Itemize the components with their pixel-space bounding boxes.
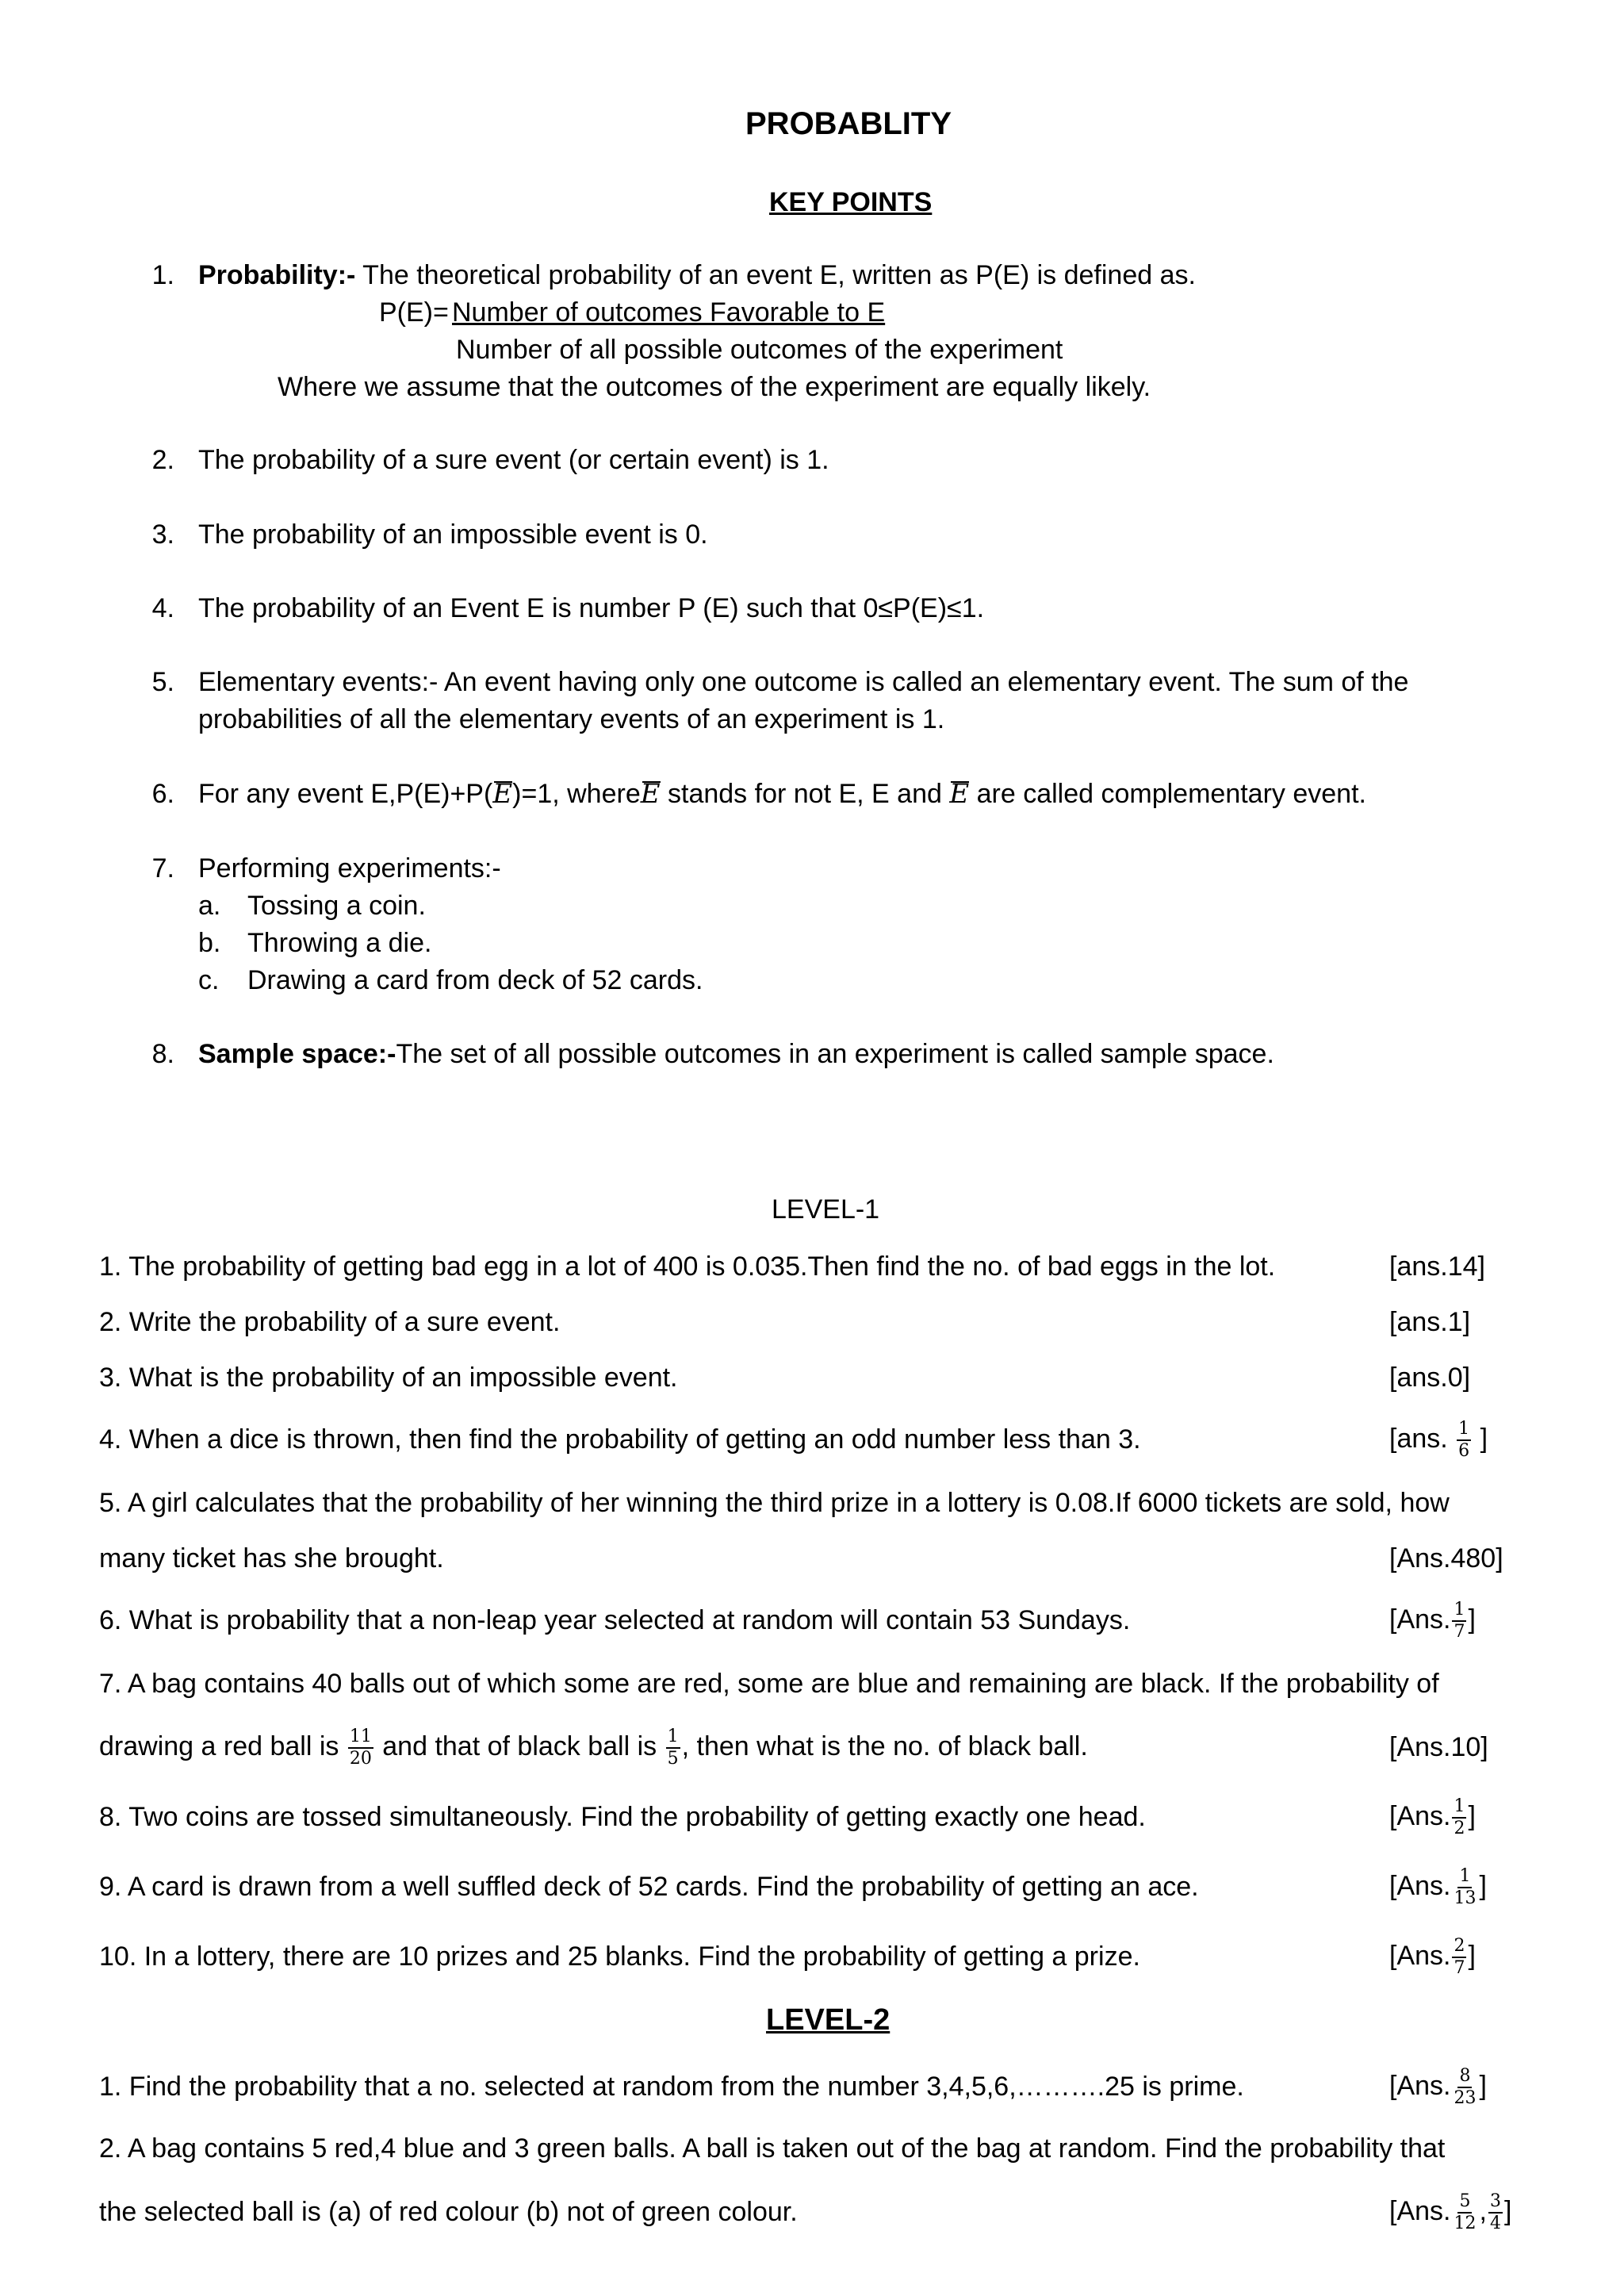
question-text-line1: 2. A bag contains 5 red,4 blue and 3 green balls. A ball is taken out of the bag at random. Find the probability that	[99, 2133, 1446, 2164]
answer-prefix: [ans.	[1389, 1424, 1456, 1454]
e-bar-symbol: E	[949, 778, 970, 810]
fraction-denominator: 2	[1454, 1819, 1465, 1839]
question-text-line1: 7. A bag contains 40 balls out of which some are red, some are blue and remaining are black. If the probability of	[99, 1669, 1439, 1699]
answer-suffix: ]	[1503, 2196, 1512, 2226]
formula-lhs: P(E)=	[379, 297, 449, 328]
question-text: 3. What is the probability of an impossible event.	[99, 1363, 678, 1393]
answer	[1389, 1864, 1487, 1908]
inline-fraction	[348, 1728, 373, 1768]
question-text-line2: the selected ball is (a) of red colour (b) not of green colour.	[99, 2197, 798, 2227]
question-text: 2. Write the probability of a sure event.	[99, 1307, 561, 1337]
answer-suffix: ]	[1479, 2071, 1487, 2101]
key-point-6-part2: )=1, where	[512, 779, 641, 809]
key-point-3-text: The probability of an impossible event is 0.	[198, 519, 708, 550]
key-point-6-part3: stands for not E, E and	[660, 779, 950, 809]
fraction-numerator: 11	[348, 1728, 373, 1749]
question-segment: , then what is the no. of black ball.	[681, 1731, 1088, 1761]
list-item: Tossing a coin.	[247, 891, 426, 921]
question-text: 4. When a dice is thrown, then find the probability of getting an odd number less than 3.	[99, 1424, 1141, 1455]
answer-separator: ,	[1479, 2196, 1487, 2226]
answer-suffix: ]	[1468, 1801, 1476, 1831]
list-item: Drawing a card from deck of 52 cards.	[247, 965, 703, 995]
fraction-numerator: 1	[1452, 1798, 1466, 1819]
key-point-term: Probability:-	[198, 260, 356, 290]
key-point-6-part4: are called complementary event.	[969, 779, 1366, 809]
answer-fraction	[1452, 2193, 1477, 2233]
key-point-number: 2.	[151, 445, 174, 475]
answer-fraction	[1488, 2193, 1503, 2233]
answer-prefix: [Ans.	[1389, 1941, 1451, 1971]
answer: [ans.14]	[1389, 1251, 1485, 1282]
list-item: Throwing a die.	[247, 928, 432, 958]
fraction-denominator: 13	[1454, 1888, 1477, 1909]
fraction-denominator: 4	[1489, 2214, 1501, 2234]
fraction-numerator: 2	[1452, 1938, 1466, 1958]
list-item-letter: c.	[198, 965, 220, 995]
answer	[1389, 1934, 1476, 1978]
fraction-numerator: 8	[1457, 2068, 1472, 2088]
answer: [Ans.480]	[1389, 1543, 1503, 1573]
key-point-number: 8.	[151, 1039, 174, 1069]
formula-note: Where we assume that the outcomes of the experiment are equally likely.	[278, 372, 1151, 402]
e-bar-symbol: E	[492, 778, 513, 810]
key-point-5-line1: Elementary events:- An event having only one outcome is called an elementary event. The sum of the	[198, 667, 1409, 697]
answer: [Ans.10]	[1389, 1732, 1488, 1762]
question-text-line1: 5. A girl calculates that the probability of her winning the third prize in a lottery is 0.08.If 6000 tickets are sold, how	[99, 1488, 1450, 1518]
answer-prefix: [Ans.	[1389, 1871, 1451, 1901]
section-subtitle: KEY POINTS	[769, 187, 933, 217]
key-point-6-part1: For any event E,P(E)+P(	[198, 779, 493, 809]
answer-prefix: [Ans.	[1389, 2196, 1451, 2226]
answer-suffix: ]	[1468, 1604, 1476, 1635]
key-point-number: 1.	[151, 260, 174, 290]
question-text: 8. Two coins are tossed simultaneously. Find the probability of getting exactly one head.	[99, 1802, 1146, 1832]
inline-fraction	[666, 1728, 680, 1768]
fraction-numerator: 3	[1488, 2193, 1503, 2214]
fraction-numerator: 1	[1457, 1420, 1471, 1441]
answer-fraction	[1452, 2068, 1477, 2107]
answer-fraction	[1452, 1938, 1466, 1977]
answer-fraction	[1452, 1868, 1477, 1907]
key-point-8-text	[198, 1041, 1274, 1068]
key-point-7-text: Performing experiments:-	[198, 853, 501, 884]
key-point-4-text: The probability of an Event E is number P (E) such that 0≤P(E)≤1.	[198, 593, 985, 623]
formula-numerator: Number of outcomes Favorable to E	[452, 297, 886, 328]
answer	[1389, 1794, 1476, 1838]
answer-suffix: ]	[1479, 1871, 1487, 1901]
key-point-body: The set of all possible outcomes in an experiment is called sample space.	[396, 1039, 1274, 1069]
fraction-numerator: 1	[1452, 1601, 1466, 1622]
e-bar-symbol: E	[640, 778, 661, 810]
answer	[1389, 2189, 1511, 2233]
list-item-letter: a.	[198, 891, 221, 921]
question-text: 9. A card is drawn from a well suffled deck of 52 cards. Find the probability of getting an ace.	[99, 1872, 1199, 1902]
question-segment: and that of black ball is	[374, 1731, 665, 1761]
answer-suffix: ]	[1473, 1424, 1488, 1454]
page-title: PROBABLITY	[745, 106, 952, 141]
answer-fraction	[1452, 1798, 1466, 1838]
key-point-2-text: The probability of a sure event (or certain event) is 1.	[198, 445, 829, 475]
key-point-body: The theoretical probability of an event E, written as P(E) is defined as.	[355, 260, 1196, 290]
question-text: 1. The probability of getting bad egg in a lot of 400 is 0.035.Then find the no. of bad eggs in the lot.	[99, 1251, 1276, 1282]
key-point-number: 7.	[151, 853, 174, 884]
key-point-1-text	[198, 262, 1196, 289]
level-2-heading: LEVEL-2	[766, 2003, 891, 2037]
answer: [ans.0]	[1389, 1363, 1471, 1393]
fraction-numerator: 1	[1457, 1868, 1472, 1888]
answer: [ans.1]	[1389, 1307, 1471, 1337]
key-point-number: 3.	[151, 519, 174, 550]
key-point-number: 5.	[151, 667, 174, 697]
key-point-number: 4.	[151, 593, 174, 623]
question-text: 10. In a lottery, there are 10 prizes and 25 blanks. Find the probability of getting a prize.	[99, 1941, 1140, 1972]
key-point-6-text	[198, 778, 1366, 810]
fraction-denominator: 7	[1454, 1622, 1465, 1642]
question-text: 6. What is probability that a non-leap year selected at random will contain 53 Sundays.	[99, 1605, 1131, 1635]
key-point-number: 6.	[151, 779, 174, 809]
level-1-heading: LEVEL-1	[772, 1194, 880, 1225]
answer-fraction	[1457, 1420, 1471, 1460]
list-item-letter: b.	[198, 928, 221, 958]
key-point-term: Sample space:-	[198, 1039, 396, 1069]
fraction-denominator: 5	[667, 1749, 679, 1769]
fraction-numerator: 5	[1457, 2193, 1472, 2214]
answer	[1389, 1597, 1476, 1642]
fraction-denominator: 23	[1454, 2088, 1477, 2109]
key-point-5-line2: probabilities of all the elementary events of an experiment is 1.	[198, 704, 945, 734]
fraction-denominator: 7	[1454, 1958, 1465, 1979]
answer-prefix: [Ans.	[1389, 1801, 1451, 1831]
answer	[1389, 1416, 1488, 1461]
formula-denominator: Number of all possible outcomes of the experiment	[456, 335, 1063, 365]
question-text-line2: many ticket has she brought.	[99, 1543, 444, 1573]
answer-fraction	[1452, 1601, 1466, 1641]
question-text-line2	[99, 1724, 1088, 1769]
answer-suffix: ]	[1468, 1941, 1476, 1971]
answer-prefix: [Ans.	[1389, 2071, 1451, 2101]
fraction-denominator: 20	[349, 1749, 372, 1769]
answer-prefix: [Ans.	[1389, 1604, 1451, 1635]
question-segment: drawing a red ball is	[99, 1731, 347, 1761]
fraction-numerator: 1	[666, 1728, 680, 1749]
answer	[1389, 2064, 1487, 2108]
fraction-denominator: 6	[1458, 1441, 1470, 1462]
question-text: 1. Find the probability that a no. selected at random from the number 3,4,5,6,……….25 is prime.	[99, 2072, 1244, 2102]
fraction-denominator: 12	[1454, 2214, 1477, 2234]
